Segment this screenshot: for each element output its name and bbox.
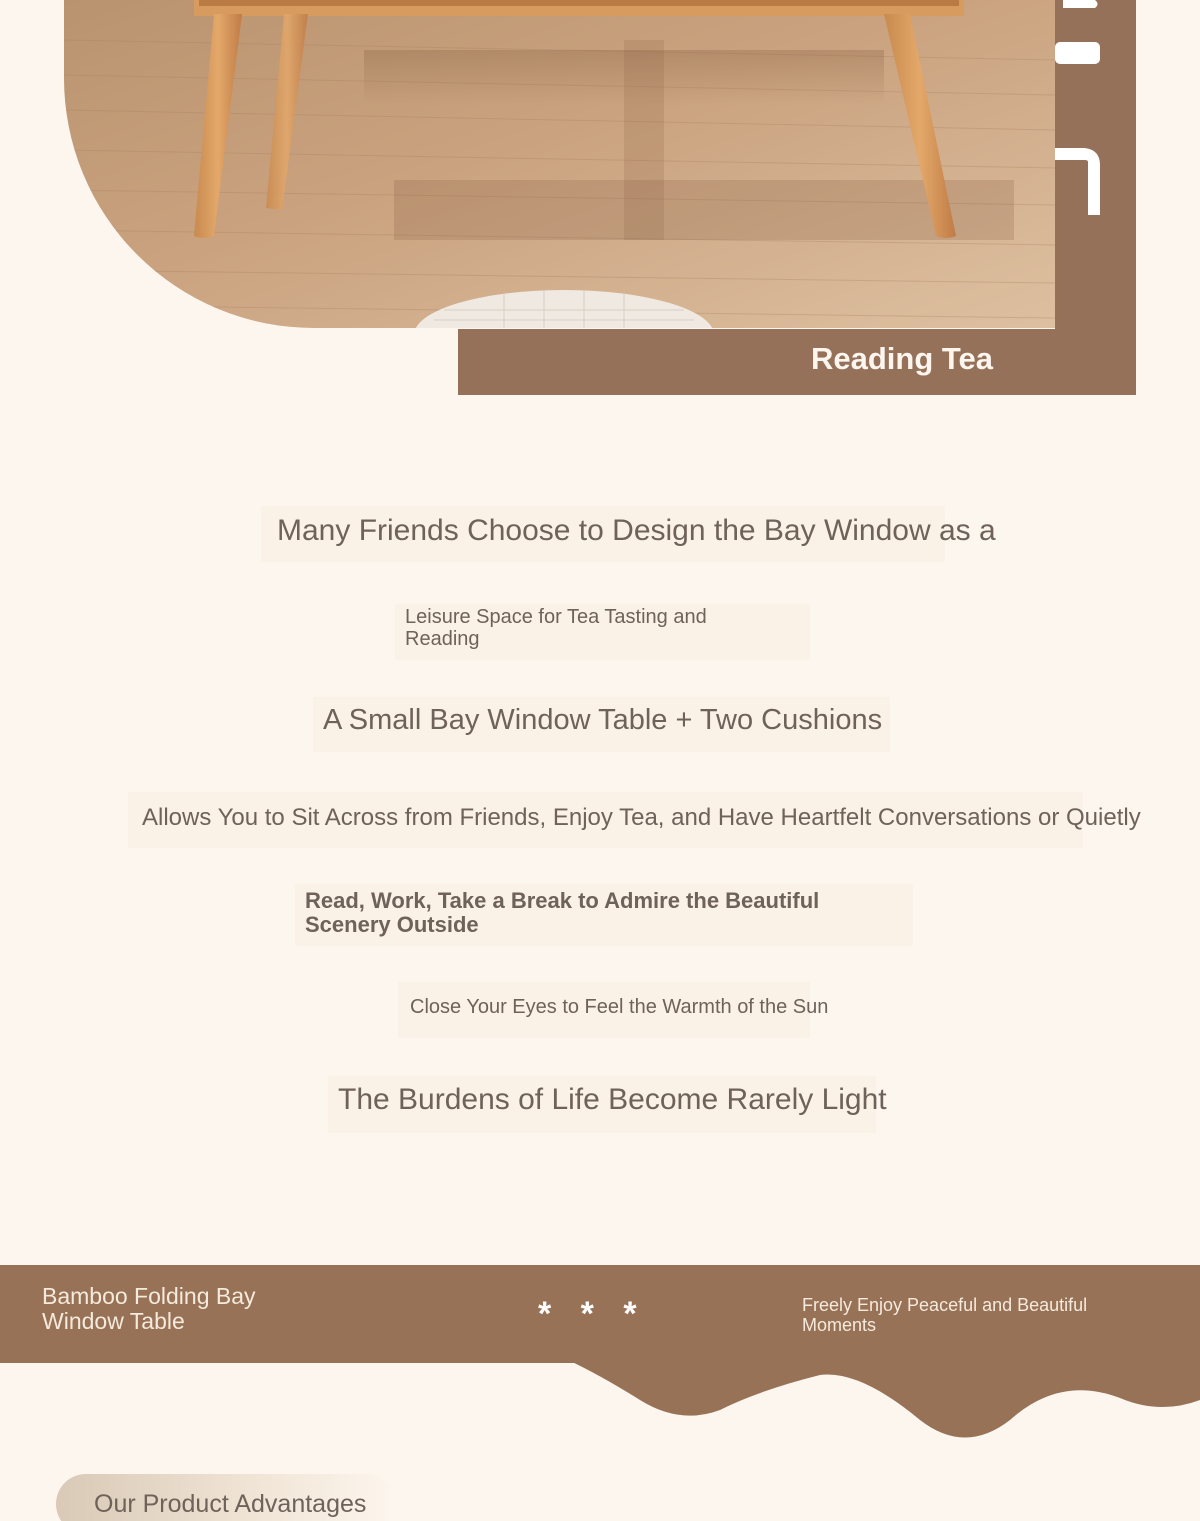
advantages-heading: Our Product Advantages bbox=[94, 1490, 367, 1518]
story-line-3: A Small Bay Window Table + Two Cushions bbox=[323, 704, 883, 736]
band-tagline: Freely Enjoy Peaceful and Beautiful Moments bbox=[802, 1295, 1088, 1335]
band-product-name: Bamboo Folding Bay Window Table bbox=[42, 1283, 256, 1334]
advantages-heading-pill bbox=[56, 1474, 396, 1521]
story-line-6: Close Your Eyes to Feel the Warmth of the Sun bbox=[410, 996, 829, 1018]
story-line-4: Allows You to Sit Across from Friends, Enjoy Tea, and Have Heartfelt Conversations or Quietly bbox=[142, 804, 1141, 831]
wave-divider-icon bbox=[0, 1360, 1200, 1450]
decorative-letters-icon bbox=[1055, 0, 1115, 230]
hero-caption: Reading Tea bbox=[810, 341, 993, 376]
story-line-1: Many Friends Choose to Design the Bay Window as a bbox=[277, 514, 996, 547]
band-stars-divider: * * * bbox=[538, 1295, 647, 1333]
table-photo-icon bbox=[64, 0, 1055, 328]
hero-caption-band bbox=[458, 329, 1136, 395]
feature-band bbox=[0, 1265, 1200, 1363]
hero-section bbox=[0, 0, 1200, 400]
story-line-2: Leisure Space for Tea Tasting and Reading bbox=[405, 606, 707, 650]
story-line-7: The Burdens of Life Become Rarely Light bbox=[338, 1083, 887, 1116]
story-line-5: Read, Work, Take a Break to Admire the Beautiful Scenery Outside bbox=[305, 888, 820, 937]
hero-product-photo bbox=[64, 0, 1055, 328]
